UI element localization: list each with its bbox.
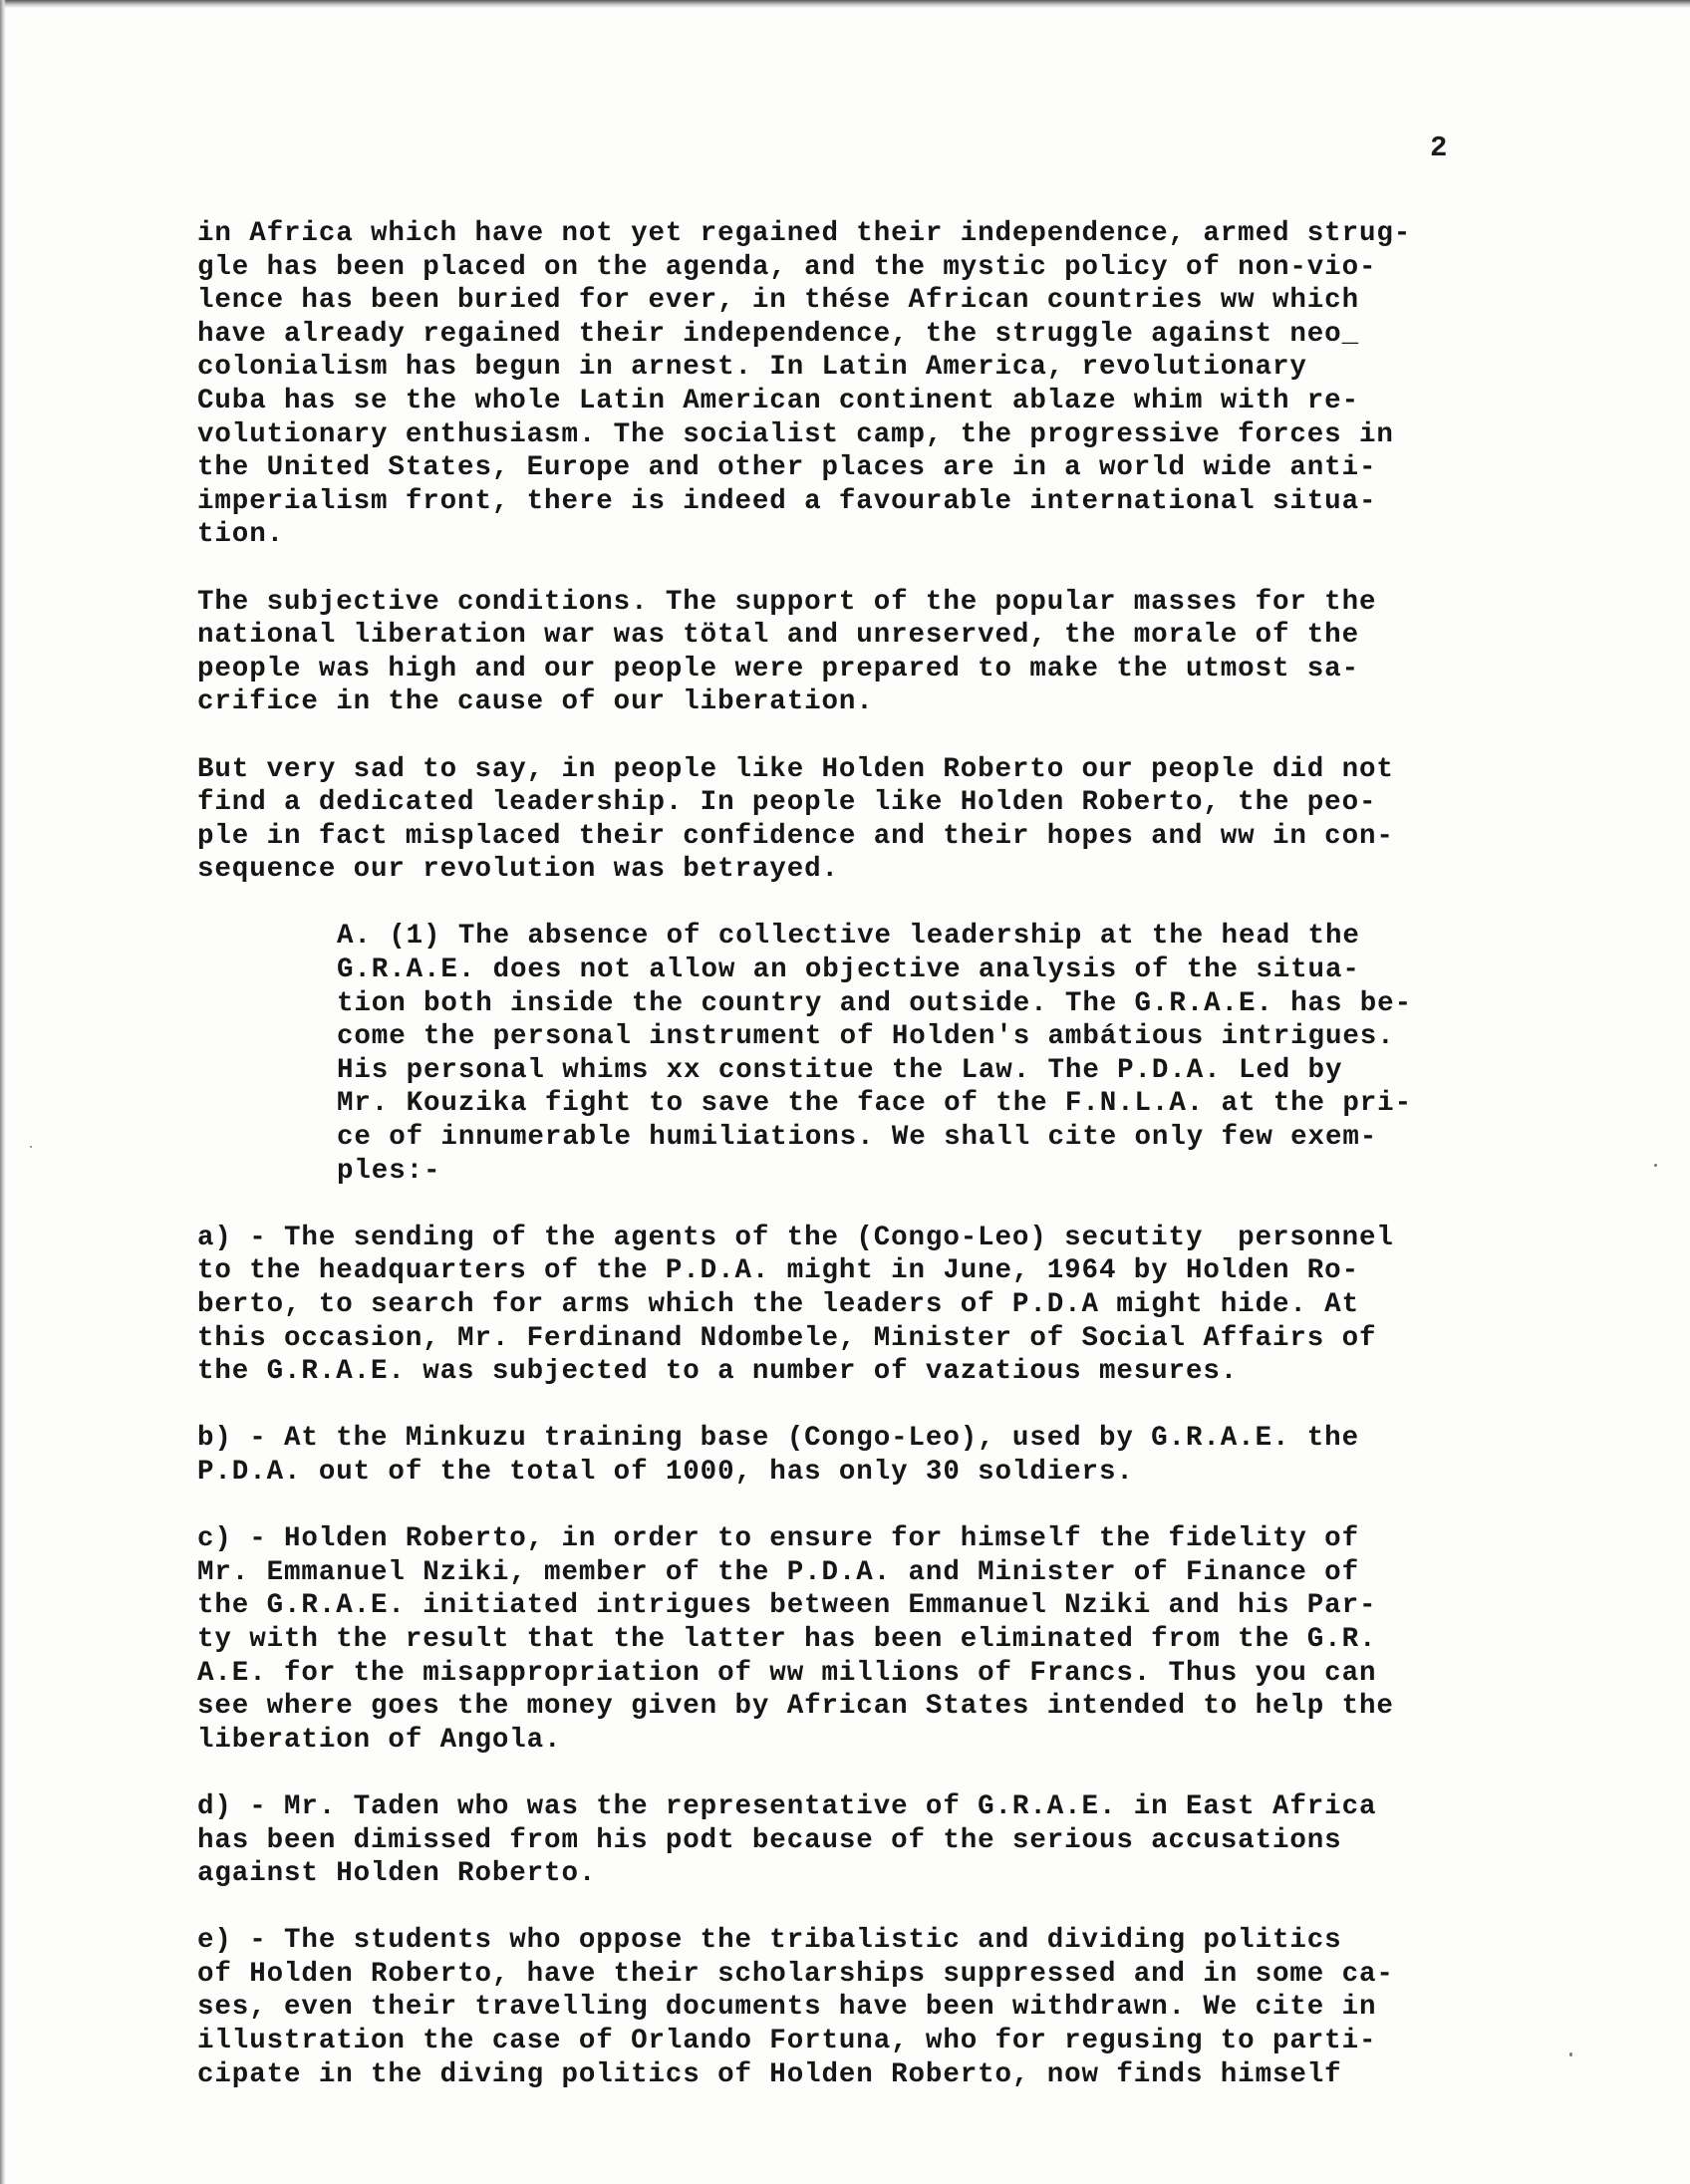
text-line: find a dedicated leadership. In people like Holden Roberto, the peo- — [197, 787, 1377, 819]
text-line: lence has been buried for ever, in thése African countries ww which — [197, 285, 1359, 317]
text-line: berto, to search for arms which the leaders of P.D.A might hide. At — [197, 1289, 1359, 1320]
text-line: gle has been placed on the agenda, and the mystic policy of non-vio- — [197, 251, 1377, 283]
paragraph — [197, 586, 1612, 719]
text-line: ce of innumerable humiliations. We shall cite only few exem- — [337, 1122, 1378, 1154]
paragraph — [197, 1924, 1612, 2091]
text-line: b) - At the Minkuzu training base (Congo-Leo), used by G.R.A.E. the — [197, 1423, 1359, 1455]
scan-speck — [30, 1146, 32, 1148]
text-line: But very sad to say, in people like Holden Roberto our people did not — [197, 753, 1394, 785]
text-line: have already regained their independence, the struggle against neo_ — [197, 318, 1359, 350]
text-line: the United States, Europe and other places are in a world wide anti- — [197, 452, 1377, 484]
scan-speck — [1654, 1164, 1657, 1167]
text-line: crifice in the cause of our liberation. — [197, 686, 874, 718]
document-body — [197, 217, 1612, 2125]
text-line: people was high and our people were prepared to make the utmost sa- — [197, 653, 1359, 684]
text-line: see where goes the money given by African States intended to help the — [197, 1691, 1394, 1723]
text-line: P.D.A. out of the total of 1000, has only 30 soldiers. — [197, 1456, 1134, 1488]
paragraph — [337, 920, 1612, 1188]
text-line: Mr. Kouzika fight to save the face of the F.N.L.A. at the pri- — [337, 1088, 1412, 1120]
text-line: the G.R.A.E. was subjected to a number of vazatious mesures. — [197, 1356, 1239, 1388]
text-line: ple in fact misplaced their confidence and their hopes and ww in con- — [197, 820, 1394, 852]
text-line: this occasion, Mr. Ferdinand Ndombele, Minister of Social Affairs of — [197, 1322, 1377, 1354]
paragraph — [197, 1422, 1612, 1489]
text-line: liberation of Angola. — [197, 1724, 562, 1756]
paragraph — [197, 753, 1612, 887]
paragraph — [197, 1522, 1612, 1757]
text-line: sequence our revolution was betrayed. — [197, 854, 839, 886]
text-line: tion both inside the country and outside. The G.R.A.E. has be- — [337, 987, 1412, 1019]
text-line: colonialism has begun in arnest. In Latin America, revolutionary — [197, 352, 1307, 384]
text-line: has been dimissed from his podt because of the serious accusations — [197, 1824, 1342, 1856]
text-line: Cuba has se the whole Latin American continent ablaze whim with re- — [197, 385, 1359, 416]
scan-speck — [1569, 2052, 1572, 2056]
text-line: volutionary enthusiasm. The socialist camp, the progressive forces in — [197, 418, 1394, 450]
paragraph — [197, 1790, 1612, 1891]
text-line: e) - The students who oppose the tribalistic and dividing politics — [197, 1925, 1342, 1957]
text-line: to the headquarters of the P.D.A. might in June, 1964 by Holden Ro- — [197, 1255, 1359, 1287]
text-line: of Holden Roberto, have their scholarships suppressed and in some ca- — [197, 1958, 1394, 1990]
paragraph — [197, 217, 1612, 552]
text-line: cipate in the diving politics of Holden Roberto, now finds himself — [197, 2058, 1342, 2090]
page-number: 2 — [1430, 132, 1448, 164]
text-line: Mr. Emmanuel Nziki, member of the P.D.A. and Minister of Finance of — [197, 1556, 1359, 1588]
text-line: c) - Holden Roberto, in order to ensure for himself the fidelity of — [197, 1523, 1359, 1555]
text-line: in Africa which have not yet regained their independence, armed strug- — [197, 218, 1412, 249]
text-line: a) - The sending of the agents of the (Congo-Leo) secutity personnel — [197, 1222, 1394, 1253]
text-line: His personal whims xx constitue the Law. The P.D.A. Led by — [337, 1054, 1343, 1086]
text-line: A. (1) The absence of collective leadership at the head the — [337, 921, 1360, 953]
text-line: A.E. for the misappropriation of ww millions of Francs. Thus you can — [197, 1657, 1377, 1689]
text-line: tion. — [197, 519, 285, 551]
text-line: the G.R.A.E. initiated intrigues between Emmanuel Nziki and his Par- — [197, 1590, 1377, 1622]
text-line: imperialism front, there is indeed a favourable international situa- — [197, 485, 1377, 517]
text-line: The subjective conditions. The support of the popular masses for the — [197, 586, 1377, 618]
text-line: against Holden Roberto. — [197, 1858, 597, 1890]
text-line: ses, even their travelling documents have been withdrawn. We cite in — [197, 1992, 1377, 2024]
scan-edge-left — [0, 0, 6, 2184]
text-line: d) - Mr. Taden who was the representative of G.R.A.E. in East Africa — [197, 1790, 1377, 1822]
text-line: national liberation war was tötal and unreserved, the morale of the — [197, 620, 1359, 652]
paragraph — [197, 1222, 1612, 1389]
text-line: illustration the case of Orlando Fortuna, who for regusing to parti- — [197, 2026, 1377, 2057]
text-line: ples:- — [337, 1155, 441, 1187]
text-line: come the personal instrument of Holden's ambátious intrigues. — [337, 1021, 1395, 1053]
text-line: G.R.A.E. does not allow an objective analysis of the situa- — [337, 955, 1360, 986]
text-line: ty with the result that the latter has been eliminated from the G.R. — [197, 1623, 1377, 1655]
scan-edge-top — [0, 0, 1690, 8]
